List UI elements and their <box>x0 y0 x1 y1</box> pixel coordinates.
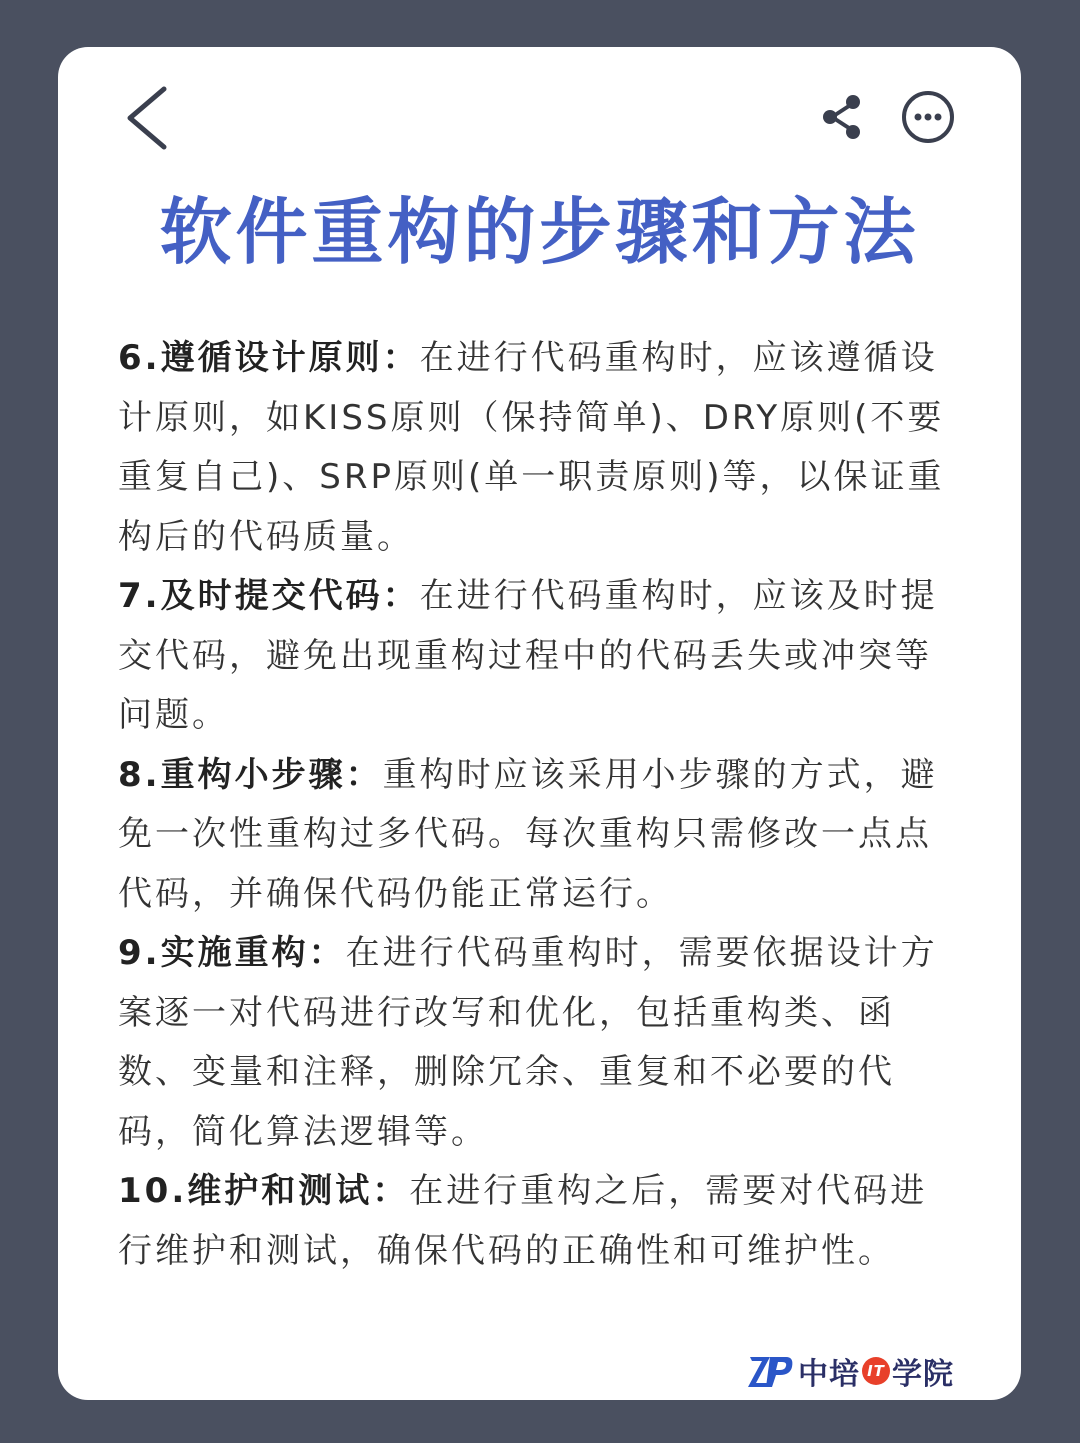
list-item <box>118 746 963 925</box>
chevron-left-icon <box>118 83 178 153</box>
content-card <box>58 47 1021 1400</box>
logo-text-left: 中培 <box>798 1357 860 1392</box>
list-item <box>118 329 963 567</box>
item-heading: 9.实施重构： <box>118 933 346 973</box>
item-heading: 10.维护和测试： <box>118 1171 410 1211</box>
zp-logo-icon <box>748 1353 794 1389</box>
item-heading: 7.及时提交代码： <box>118 576 420 616</box>
list-item <box>118 1162 963 1281</box>
logo-text-right: 学院 <box>892 1357 954 1392</box>
share-icon <box>818 92 868 142</box>
item-text: 在进行代码重构时，应该及时提交代码，避免出现重构过程中的代码丢失或冲突等问题。 <box>118 576 938 735</box>
logo-it-badge: IT <box>862 1357 890 1385</box>
list-item <box>118 924 963 1162</box>
more-button[interactable] <box>898 87 958 147</box>
back-button[interactable] <box>118 83 178 153</box>
item-text: 在进行代码重构时，应该遵循设计原则，如KISS原则（保持简单)、DRY原则(不要重复自己)、SRP原则(单一职责原则)等，以保证重构后的代码质量。 <box>118 338 945 557</box>
brand-logo <box>748 1349 954 1393</box>
item-text: 在进行代码重构时，需要依据设计方案逐一对代码进行改写和优化，包括重构类、函数、变量和注释，删除冗余、重复和不必要的代码，简化算法逻辑等。 <box>118 933 938 1152</box>
item-text: 重构时应该采用小步骤的方式，避免一次性重构过多代码。每次重构只需修改一点点代码，并确保代码仍能正常运行。 <box>118 754 938 914</box>
item-heading: 6.遵循设计原则： <box>118 338 420 378</box>
list-item <box>118 567 963 746</box>
more-horizontal-icon <box>898 87 958 147</box>
item-heading: 8.重构小步骤： <box>118 754 383 795</box>
page-title: 软件重构的步骤和方法 <box>159 190 920 274</box>
item-text: 在进行重构之后，需要对代码进行维护和测试，确保代码的正确性和可维护性。 <box>118 1171 928 1271</box>
article-body <box>118 329 963 1281</box>
share-button[interactable] <box>818 92 868 142</box>
